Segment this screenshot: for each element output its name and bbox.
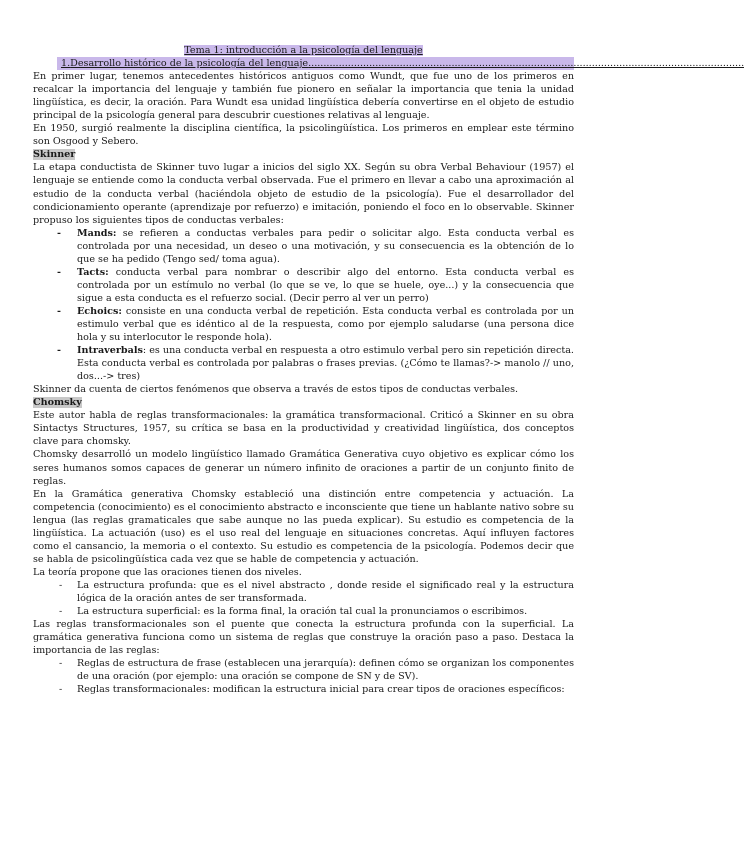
chomsky-paragraph-4: La teoría propone que las oraciones tienen dos niveles. [33,566,302,578]
skinner-paragraph-1: La etapa conductista de Skinner tuvo lugar a inicios del siglo XX. Según su obra Verbal Behaviour (1957) el lenguaje se entiende como la conducta verbal observada. Fue el primero en llevar a cabo una aproximación al estudio de la conducta verbal (haciéndola objeto de estudio de la psicología). Fue el desarrollador del condicionamiento operante (aprendizaje por refuerzo) e imitación, poniendo el foco en lo observable. Skinner propuso los siguientes tipos de conductas verbales: [33,162,574,226]
list-item-text: La estructura profunda: que es el nivel abstracto , donde reside el significado real y la estructura lógica de la oración antes de ser transformada. [77,579,574,604]
list-item-text: se refieren a conductas verbales para pedir o solicitar algo. Esta conducta verbal es controlada por una necesidad, un deseo o una motivación, y su consecuencia es la obtención de lo que se ha pedido (Tengo sed/ toma agua). [77,227,574,265]
verbal-behaviour-list [33,227,574,384]
section-label: Desarrollo histórico de la psicología del lenguaje [70,58,309,70]
section-heading [57,57,744,70]
list-item [59,605,574,618]
chomsky-paragraph-1: Este autor habla de reglas transformacionales: la gramática transformacional. Criticó a Skinner en su obra Sintactys Structures, 1957, su crítica se basa en la productividad y creatividad lingüística, dos conceptos clave para chomsky. [33,410,574,448]
list-item-text: consiste en una conducta verbal de repetición. Esta conducta verbal es controlada por un estimulo verbal que es idéntico al de la respuesta, como por ejemplo saludarse (una persona dice hola y su interlocutor le responde hola). [77,305,574,344]
list-item-term: Tacts: [77,266,109,278]
list-item-term: Intraverbals [77,345,143,357]
list-item-text: La estructura superficial: es la forma final, la oración tal cual la pronunciamos o escribimos. [77,606,528,618]
list-bullet: - [59,684,63,696]
chomsky-paragraph-2: Chomsky desarrolló un modelo lingüístico llamado Gramática Generativa cuyo objetivo es explicar cómo los seres humanos somos capaces de generar un número infinito de oraciones a partir de un conjunto finito de reglas. [33,449,574,487]
list-item-text: : es una conducta verbal en respuesta a otro estimulo verbal pero sin repetición directa. Esta conducta verbal es controlada por palabras o frases previas. (¿Cómo te llamas?-> manolo // uno, dos...-> tres) [77,345,574,383]
list-item [57,305,574,344]
list-bullet: - [57,227,61,239]
list-bullet: - [57,345,61,357]
chomsky-paragraph-5: Las reglas transformacionales son el puente que conecta la estructura profunda con la superficial. La gramática generativa funciona como un sistema de reglas que construye la oración paso a paso. Destaca la importancia de las reglas: [33,619,574,657]
list-bullet: - [59,579,63,591]
skinner-paragraph-2: Skinner da cuenta de ciertos fenómenos que observa a través de estos tipos de conductas verbales. [33,384,519,396]
chomsky-paragraph-3: En la Gramática generativa Chomsky estableció una distinción entre competencia y actuación. La competencia (conocimiento) es el conocimiento abstracto e inconsciente que tiene un hablante nativo sobre su lengua (las reglas gramaticales que sabe aunque no las pueda explicar). Su estudio es competencia de la lingüística. La actuación (uso) es el uso real del lenguaje en situaciones concretas. Aquí influyen factores como el cansancio, la memoria o el contexto. Su estudio es competencia de la psicología. Podemos decir que se habla de psicolingüística cada vez que se hable de competencia y actuación. [33,488,574,565]
list-item [59,579,574,605]
section-number: 1. [61,58,71,70]
list-item-text: Reglas de estructura de frase (establecen una jerarquía): definen cómo se organizan los componentes de una oración (por ejemplo: una oración se compone de SN y de SV). [77,658,574,683]
skinner-heading [33,148,574,161]
list-item [59,657,574,683]
intro-paragraph-1: En primer lugar, tenemos antecedentes históricos antiguos como Wundt, que fue uno de los primeros en recalcar la importancia del lenguaje y también fue pionero en señalar la importancia que tenia la unidad lingüística, es decir, la oración. Para Wundt esa unidad lingüística debería convertirse en el objeto de estudio principal de la psicología general para descubrir cuestiones relativas al lenguaje. [33,71,574,122]
list-bullet: - [59,658,63,670]
chomsky-heading-text: Chomsky [33,397,82,409]
list-item [57,266,574,305]
list-item-term: Mands: [77,227,117,239]
rules-list [33,657,574,696]
list-item [59,683,574,696]
list-bullet: - [57,266,61,278]
list-bullet: - [59,606,63,618]
skinner-heading-text: Skinner [33,149,76,161]
title-block [33,44,574,57]
list-item [57,227,574,266]
list-bullet: - [57,305,61,317]
list-item-text: conducta verbal para nombrar o describir algo del entorno. Esta conducta verbal es controlada por un estímulo no verbal (lo que se ve, lo que se huele, oye...) y la consecuencia que sigue a esta conducta es el refuerzo social. (Decir perro al ver un perro) [77,266,574,304]
section-leader: ............................................................................................................................................... [308,58,744,70]
chomsky-heading [33,396,574,409]
list-item-term: Echoics: [77,305,122,317]
levels-list [33,579,574,618]
list-item-text: Reglas transformacionales: modifican la estructura inicial para crear tipos de oraciones específicos: [77,684,565,696]
intro-paragraph-2: En 1950, surgió realmente la disciplina científica, la psicolingüística. Los primeros en emplear este término son Osgood y Sebero. [33,123,574,148]
page-title: Tema 1: introducción a la psicología del lenguaje [184,45,423,56]
list-item [57,344,574,383]
